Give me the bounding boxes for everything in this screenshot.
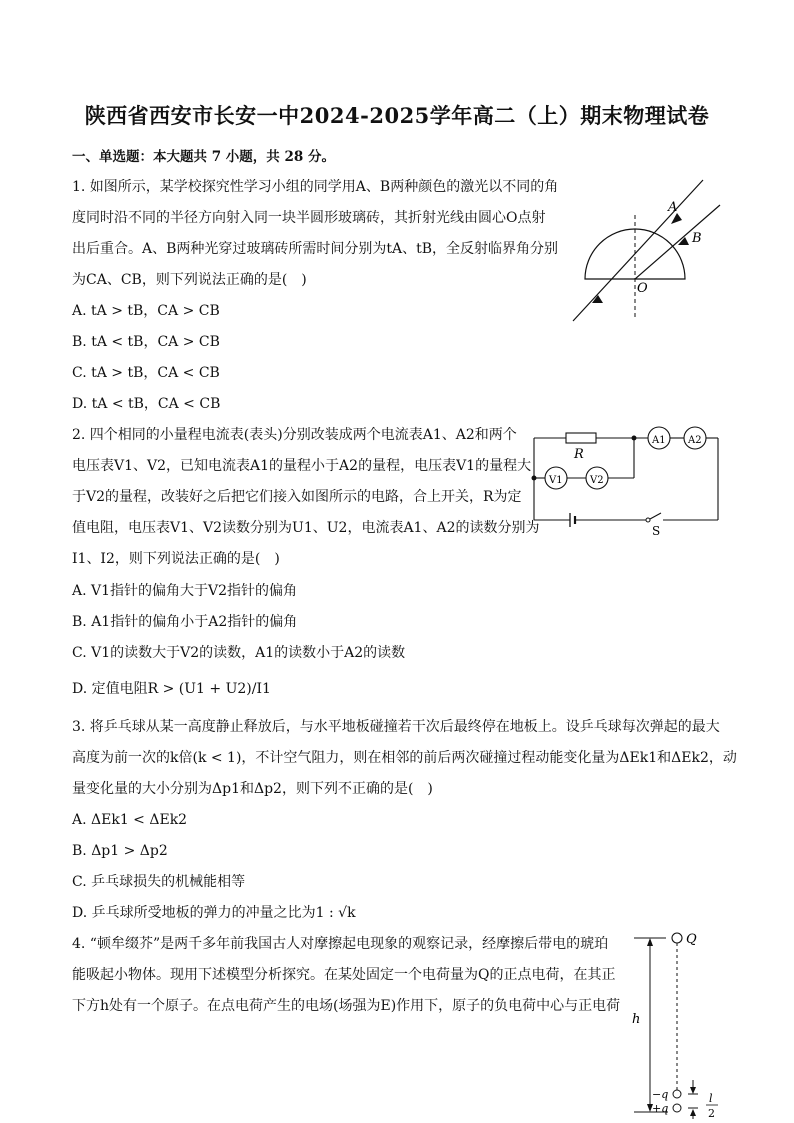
q2-line-3: 于V2的量程，改装好之后把它们接入如图所示的电路，合上开关，R为定	[72, 489, 522, 505]
q1-line-1: 1. 如图所示，某学校探究性学习小组的同学用A、B两种颜色的激光以不同的角	[72, 179, 559, 195]
label-a: A	[668, 200, 678, 215]
q1-line-4: 为CA、CB，则下列说法正确的是( )	[72, 272, 307, 288]
label-plus-q: +q	[652, 1102, 669, 1115]
q2-line-1: 2. 四个相同的小量程电流表(表头)分别改装成两个电流表A1、A2和两个	[72, 427, 517, 443]
q3-option-b[interactable]: B. Δp1 > Δp2	[72, 843, 168, 859]
q2-line-2: 电压表V1、V2，已知电流表A1的量程小于A2的量程，电压表V1的量程大	[72, 458, 532, 474]
q2-option-d[interactable]: D. 定值电阻R > (U1 + U2)/I1	[72, 681, 271, 697]
label-h: h	[632, 1012, 641, 1027]
q3-line-3: 量变化量的大小分别为Δp1和Δp2，则下列不正确的是( )	[72, 781, 433, 797]
label-r: R	[574, 447, 584, 462]
arrow-b-icon	[678, 237, 689, 245]
label-a1: A1	[652, 435, 666, 446]
resistor-r	[566, 433, 596, 443]
label-minus-q: −q	[652, 1088, 669, 1101]
q3-line-2: 高度为前一次的k倍(k < 1)，不计空气阻力，则在相邻的前后两次碰撞过程动能变化量为ΔEk1和ΔEk2，动	[72, 750, 737, 766]
label-o: O	[637, 281, 648, 296]
q2-line-5: I1、I2，则下列说法正确的是( )	[72, 551, 280, 567]
q1-option-b[interactable]: B. tA < tB，CA > CB	[72, 334, 220, 350]
q3-option-a[interactable]: A. ΔEk1 < ΔEk2	[72, 812, 188, 828]
q4-line-3: 下方h处有一个原子。在点电荷产生的电场(场强为E)作用下，原子的负电荷中心与正电荷	[72, 998, 621, 1014]
q2-line-4: 值电阻，电压表V1、V2读数分别为U1、U2，电流表A1、A2的读数分别为	[72, 520, 540, 536]
charge-minus-q	[673, 1090, 681, 1098]
switch-s	[650, 513, 661, 519]
label-2: 2	[708, 1107, 715, 1120]
q3-option-d[interactable]: D. 乒乓球所受地板的弹力的冲量之比为1 : √k	[72, 905, 356, 921]
q3-line-1: 3. 将乒乓球从某一高度静止释放后，与水平地板碰撞若干次后最终停在地板上。设乒乓球每次弹起的最大	[72, 719, 720, 735]
label-v1: V1	[549, 475, 563, 486]
label-s: S	[652, 524, 661, 538]
q1-option-a[interactable]: A. tA > tB，CA > CB	[72, 303, 220, 319]
charge-q	[672, 933, 682, 943]
q3-option-c[interactable]: C. 乒乓球损失的机械能相等	[72, 874, 246, 890]
label-q: Q	[686, 932, 697, 947]
q2-option-c[interactable]: C. V1的读数大于V2的读数，A1的读数小于A2的读数	[72, 645, 406, 661]
q1-option-d[interactable]: D. tA < tB，CA < CB	[72, 396, 221, 412]
q1-line-2: 度同时沿不同的半径方向射入同一块半圆形玻璃砖，其折射光线由圆心O点射	[72, 210, 546, 226]
q2-circuit-figure	[528, 425, 728, 540]
label-b: B	[692, 231, 702, 246]
label-a2: A2	[688, 435, 702, 446]
label-v2: V2	[590, 475, 604, 486]
q4-line-1: 4. “顿牟缀芥”是两千多年前我国古人对摩擦起电现象的观察记录，经摩擦后带电的琥珀	[72, 936, 609, 952]
q4-line-2: 能吸起小物体。现用下述模型分析探究。在某处固定一个电荷量为Q的正点电荷，在其正	[72, 967, 616, 983]
q2-option-a[interactable]: A. V1指针的偏角大于V2指针的偏角	[72, 583, 298, 599]
section-heading: 一、单选题：本大题共 7 小题，共 28 分。	[72, 149, 335, 165]
q4-charge-figure	[622, 928, 732, 1120]
q1-line-3: 出后重合。A、B两种光穿过玻璃砖所需时间分别为tA、tB，全反射临界角分别	[72, 241, 559, 257]
page-title: 陕西省西安市长安一中2024-2025学年高二（上）期末物理试卷	[84, 103, 710, 128]
q1-semicircle-figure	[565, 175, 725, 325]
charge-plus-q	[673, 1104, 681, 1112]
label-l: l	[709, 1092, 713, 1105]
ray-a	[573, 180, 703, 321]
q2-option-b[interactable]: B. A1指针的偏角小于A2指针的偏角	[72, 614, 298, 630]
q1-option-c[interactable]: C. tA > tB，CA < CB	[72, 365, 220, 381]
arrow-up-icon	[647, 938, 653, 946]
